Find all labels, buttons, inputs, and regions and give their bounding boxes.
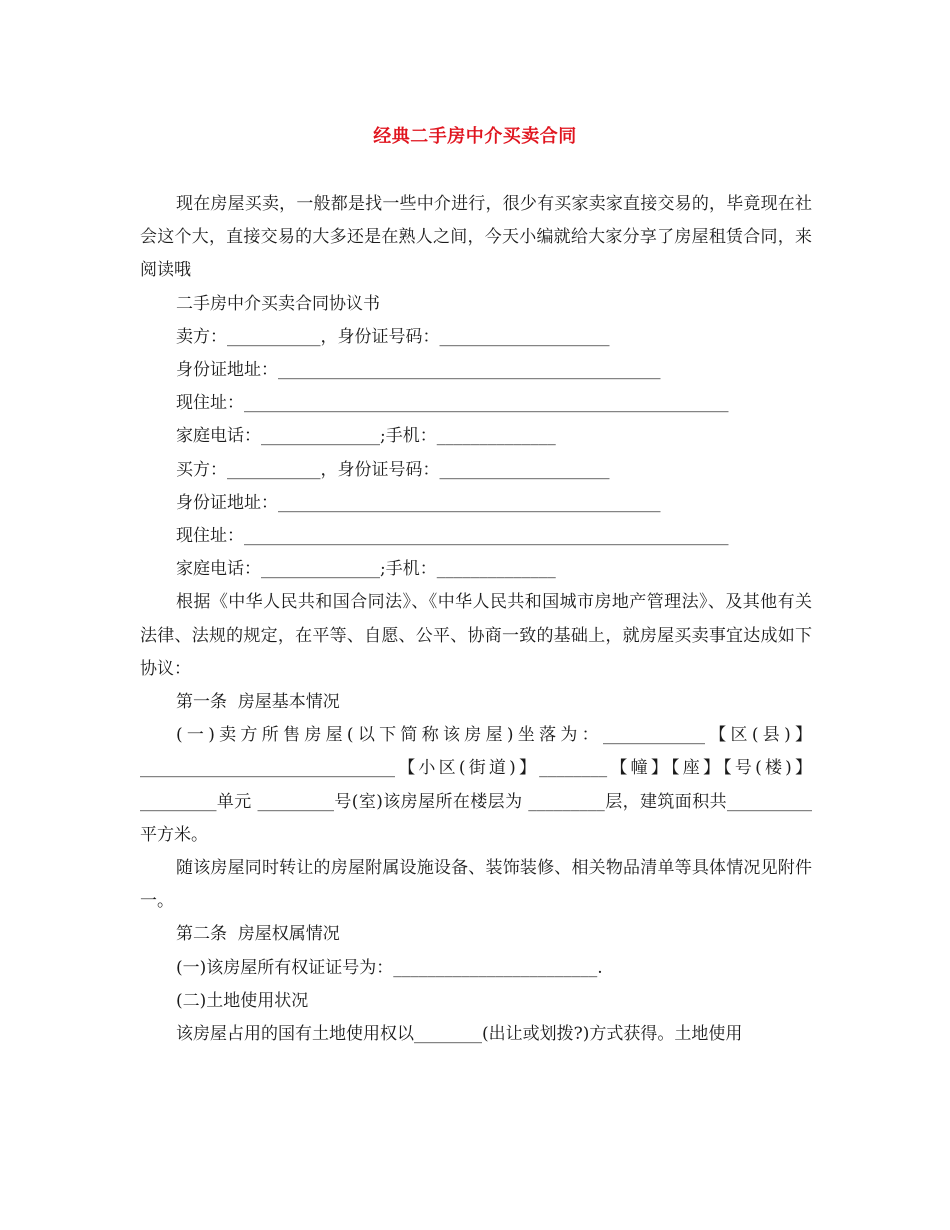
article-two-heading: 第二条 房屋权属情况 — [176, 924, 340, 945]
seller-current-address-line: 现住址：_________________________________________________________ — [176, 393, 729, 414]
document-body — [140, 188, 818, 1051]
buyer-phone-line: 家庭电话：______________;手机：______________ — [176, 559, 556, 580]
seller-id-address-line: 身份证地址：_____________________________________________ — [176, 360, 661, 381]
seller-name-line: 卖方：___________，身份证号码：____________________ — [176, 326, 610, 347]
ownership-certificate-line: (一)该房屋所有权证证号为：________________________. — [176, 957, 603, 978]
buyer-id-address-line: 身份证地址：_____________________________________________ — [176, 492, 661, 513]
intro-paragraph: 现在房屋买卖，一般都是找一些中介进行，很少有买家卖家直接交易的，毕竟现在社会这个大，直接交易的大多还是在熟人之间，今天小编就给大家分享了房屋租赁合同，来阅读哦 — [140, 194, 812, 281]
property-location-paragraph: (一)卖方所售房屋(以下简称该房屋)坐落为：____________【区(县)】 ______________________________【小区(街道)】________【幢】【座】【号(楼)】_________单元 _________号(室)该房屋所在楼层为 _________层，建筑面积共__________平方米。 — [140, 725, 818, 845]
agreement-heading: 二手房中介买卖合同协议书 — [176, 293, 380, 314]
article-one-heading: 第一条 房屋基本情况 — [176, 692, 340, 713]
seller-phone-line: 家庭电话：______________;手机：______________ — [176, 426, 556, 447]
land-use-paragraph: 该房屋占用的国有土地使用权以________(出让或划拨?)方式获得。土地使用 — [176, 1024, 743, 1045]
legal-basis-paragraph: 根据《中华人民共和国合同法》、《中华人民共和国城市房地产管理法》、及其他有关法律、法规的规定，在平等、自愿、公平、协商一致的基础上，就房屋买卖事宜达成如下协议： — [140, 592, 812, 679]
buyer-name-line: 买方：___________，身份证号码：____________________ — [176, 459, 610, 480]
attachment-paragraph: 随该房屋同时转让的房屋附属设施设备、装饰装修、相关物品清单等具体情况见附件一。 — [140, 858, 812, 912]
land-use-heading: (二)土地使用状况 — [176, 990, 309, 1011]
document-title: 经典二手房中介买卖合同 — [373, 126, 577, 147]
buyer-current-address-line: 现住址：_________________________________________________________ — [176, 526, 729, 547]
